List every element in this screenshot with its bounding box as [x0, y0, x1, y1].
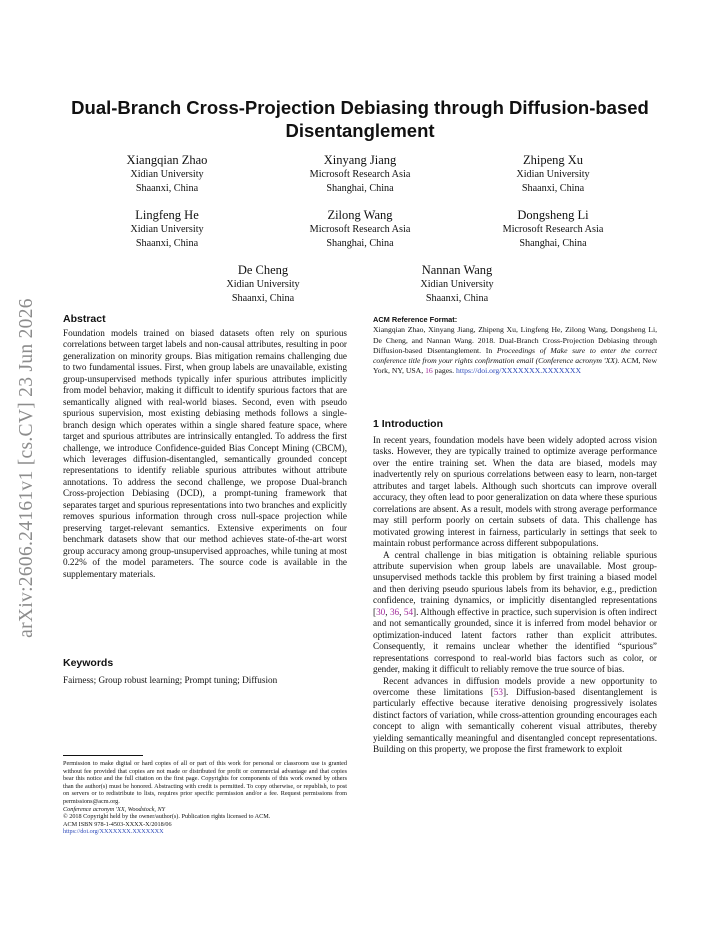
introduction-body	[373, 435, 657, 756]
author-location: Shanghai, China	[326, 238, 394, 249]
author-location: Shaanxi, China	[135, 238, 199, 249]
acm-reference-text	[373, 325, 657, 376]
author-location: Shaanxi, China	[521, 183, 585, 194]
intro-p2-text-b: ]. Although effective in practice, such supervision is often indirect and not semantically grounded, since it is inferred from model behavior or optimization-induced latent factors rather than explicit attributes. Consequently, it remains unclear whether the identified “spurious” representations correspond to real-world bias factors such as color, or gender, making it difficult to reliably remove the true source of bias.	[373, 606, 657, 675]
abstract-heading: Abstract	[63, 313, 106, 325]
author-block	[478, 152, 628, 196]
citation[interactable]: 36	[389, 606, 400, 617]
keywords-heading: Keywords	[63, 657, 114, 669]
author-name: Nannan Wang	[421, 263, 493, 277]
intro-paragraph-3	[373, 676, 657, 756]
abstract-body	[63, 328, 347, 580]
abstract-text: Foundation models trained on biased datasets often rely on spurious correlations between target labels and non-causal attributes, resulting in poor generalization on minority groups. Bias mitigation remains challenging due to two fundamental issues. First, when group labels are unavailable, existing group-unsupervised methods typically infer spurious attributes implicitly from model behavior, making it difficult to identify spurious factors that are semantically aligned with real-world biases. Second, even with pseudo spurious supervision, most existing debiasing methods follows a single-branch design which operates within a single shared feature space, where target and spurious attributes are intrinsically entangled. To address the first challenge, we introduce Confidence-guided Bias Concept Mining (CBCM), which leverages diffusion-disentangled, semantically grounded concept representations to identify reliable spurious attributes without attribute annotations. To address the second challenge, we propose Dual-branch Cross-projection Debiasing (DCD), a prompt-tuning framework that separates target and spurious representations into two branches and explicitly removes spurious information through cross null-space projection while preserving target-relevant semantics. Extensive experiments on four benchmark datasets show that our method achieves state-of-the-art worst group accuracy among group-unsupervised approaches, while tuning at most 0.22% of the model parameters. The source code is available in the supplementary materials.	[63, 328, 347, 579]
acm-reference-authors: Xiangqian Zhao, Xinyang Jiang, Zhipeng Xu, Lingfeng He, Zilong Wang, Dongsheng Li, De Cheng, and Nannan Wang. 2018. Dual-Branch Cross-Projection Debiasing through Diffusion-based Disentanglement. In	[373, 325, 657, 355]
author-location: Shaanxi, China	[231, 293, 295, 304]
acm-reference-doi[interactable]: https://doi.org/XXXXXXX.XXXXXXX	[456, 366, 582, 376]
intro-p2-text-a: A central challenge in bias mitigation is obtaining reliable spurious attribute supervision when group labels are unavailable. Most group-unsupervised methods tackle this problem by first training a biased model and then deriving pseudo spurious labels from its behavior, e.g., prediction confidence, training dynamics, or implicitly disentangled representations [	[373, 549, 657, 617]
author-name: Zilong Wang	[327, 208, 393, 222]
author-location: Shaanxi, China	[425, 293, 489, 304]
author-location: Shaanxi, China	[135, 183, 199, 194]
citation[interactable]: 53	[493, 686, 503, 697]
intro-p3-text-b: ]. Diffusion-based disentanglement is particularly effective because iterative denoising progressively isolates distinct factors of variation, while cross-attention grounding encourages each concept to align with semantically coherent visual attributes, thereby yielding semantically meaningful and disentangled concept representations. Building on this property, we propose the first framework to exploit	[373, 686, 657, 755]
author-affiliation: Xidian University	[226, 279, 300, 290]
arxiv-identifier	[12, 258, 42, 678]
arxiv-id-text: arXiv:2606.24161v1 [cs.CV] 23 Jun 2026	[16, 298, 37, 638]
keywords-body	[63, 675, 347, 686]
author-block	[382, 262, 532, 306]
acm-reference-heading: ACM Reference Format:	[373, 315, 458, 324]
permission-text: Permission to make digital or hard copies of all or part of this work for personal or classroom use is granted without fee provided that copies are not made or distributed for profit or commercial advantage and that copies bear this notice and the full citation on the first page. Copyrights for components of this work owned by others than the author(s) must be honored. Abstracting with credit is permitted. To copy otherwise, or republish, to post on servers or to redistribute to lists, requires prior specific permission and/or a fee. Request permissions from permissions@acm.org.	[63, 760, 347, 805]
introduction-heading: 1 Introduction	[373, 418, 443, 430]
author-block	[270, 152, 450, 196]
author-block	[92, 207, 242, 251]
paper-title: Dual-Branch Cross-Projection Debiasing through Diffusion-based Disentanglement	[71, 97, 649, 141]
author-location: Shanghai, China	[326, 183, 394, 194]
doi-link[interactable]: https://doi.org/XXXXXXX.XXXXXXX	[63, 828, 164, 836]
author-affiliation: Microsoft Research Asia	[502, 224, 604, 235]
isbn-line: ACM ISBN 978-1-4503-XXXX-X/2018/06	[63, 820, 172, 828]
author-location: Shanghai, China	[519, 238, 587, 249]
author-affiliation: Microsoft Research Asia	[309, 224, 411, 235]
author-name: Lingfeng He	[135, 208, 199, 222]
author-name: De Cheng	[237, 263, 289, 277]
acm-reference-pages-num: 16	[425, 366, 433, 376]
citation[interactable]: 54	[403, 606, 414, 617]
citation[interactable]: 30	[376, 606, 386, 617]
conference-line: Conference acronym 'XX, Woodstock, NY	[63, 805, 166, 813]
acm-reference-pages-word: pages.	[432, 366, 455, 376]
author-name: Zhipeng Xu	[522, 153, 584, 167]
permission-notice	[63, 760, 347, 836]
author-affiliation: Xidian University	[516, 169, 590, 180]
author-affiliation: Microsoft Research Asia	[309, 169, 411, 180]
footnote-rule	[63, 755, 143, 756]
acm-reference-block	[373, 315, 657, 377]
author-block	[188, 262, 338, 306]
acm-reference-venue: Proceedings of Make sure to enter the correct conference title from your rights confirmation email (Conference acronym 'XX).	[373, 345, 657, 366]
author-name: Xiangqian Zhao	[126, 153, 208, 167]
author-block	[478, 207, 628, 251]
copyright-line: © 2018 Copyright held by the owner/author(s). Publication rights licensed to ACM.	[63, 813, 271, 821]
intro-paragraph-1: In recent years, foundation models have been widely adopted across vision tasks. However, they are typically trained to optimize average performance over the entire training set. When the data are biased, models may inadvertently rely on spurious correlations between easy to learn, non-target attributes and target labels. Although such shortcuts can improve overall accuracy, they often lead to poor generalization on data where these spurious correlations are absent. As a result, models with strong average performance may still perform poorly on certain subsets of data. This challenge has motivated growing interest in fairness, particularly in settings that seek to maintain robust performance across different subpopulations.	[373, 435, 657, 549]
intro-p3-text-a: Recent advances in diffusion models provide a new opportunity to overcome these limitations [	[373, 675, 657, 697]
author-affiliation: Xidian University	[130, 169, 204, 180]
author-name: Xinyang Jiang	[323, 153, 397, 167]
author-block	[270, 207, 450, 251]
intro-paragraph-2: A central challenge in bias mitigation is obtaining reliable spurious attribute supervision when group labels are unavailable. Most group-unsupervised methods tackle this problem by first training a biased model and then deriving pseudo spurious labels from its behavior, e.g., prediction confidence, training dynamics, or implicitly disentangled representations [30, 36, 54]. Although effective in practice, such supervision is often indirect and not semantically grounded, since it is inferred from model behavior or optimization-induced latent factors rather than explicit attributes. Consequently, it remains unclear whether the identified “spurious” representations correspond to real-world bias factors such as color, or gender, making it difficult to reliably remove the true source of bias.	[373, 549, 657, 675]
acm-reference-publisher: ACM, New York, NY, USA,	[373, 356, 657, 376]
author-name: Dongsheng Li	[517, 208, 589, 222]
author-affiliation: Xidian University	[420, 279, 494, 290]
keywords-text: Fairness; Group robust learning; Prompt tuning; Diffusion	[63, 675, 278, 685]
author-block	[92, 152, 242, 196]
author-affiliation: Xidian University	[130, 224, 204, 235]
